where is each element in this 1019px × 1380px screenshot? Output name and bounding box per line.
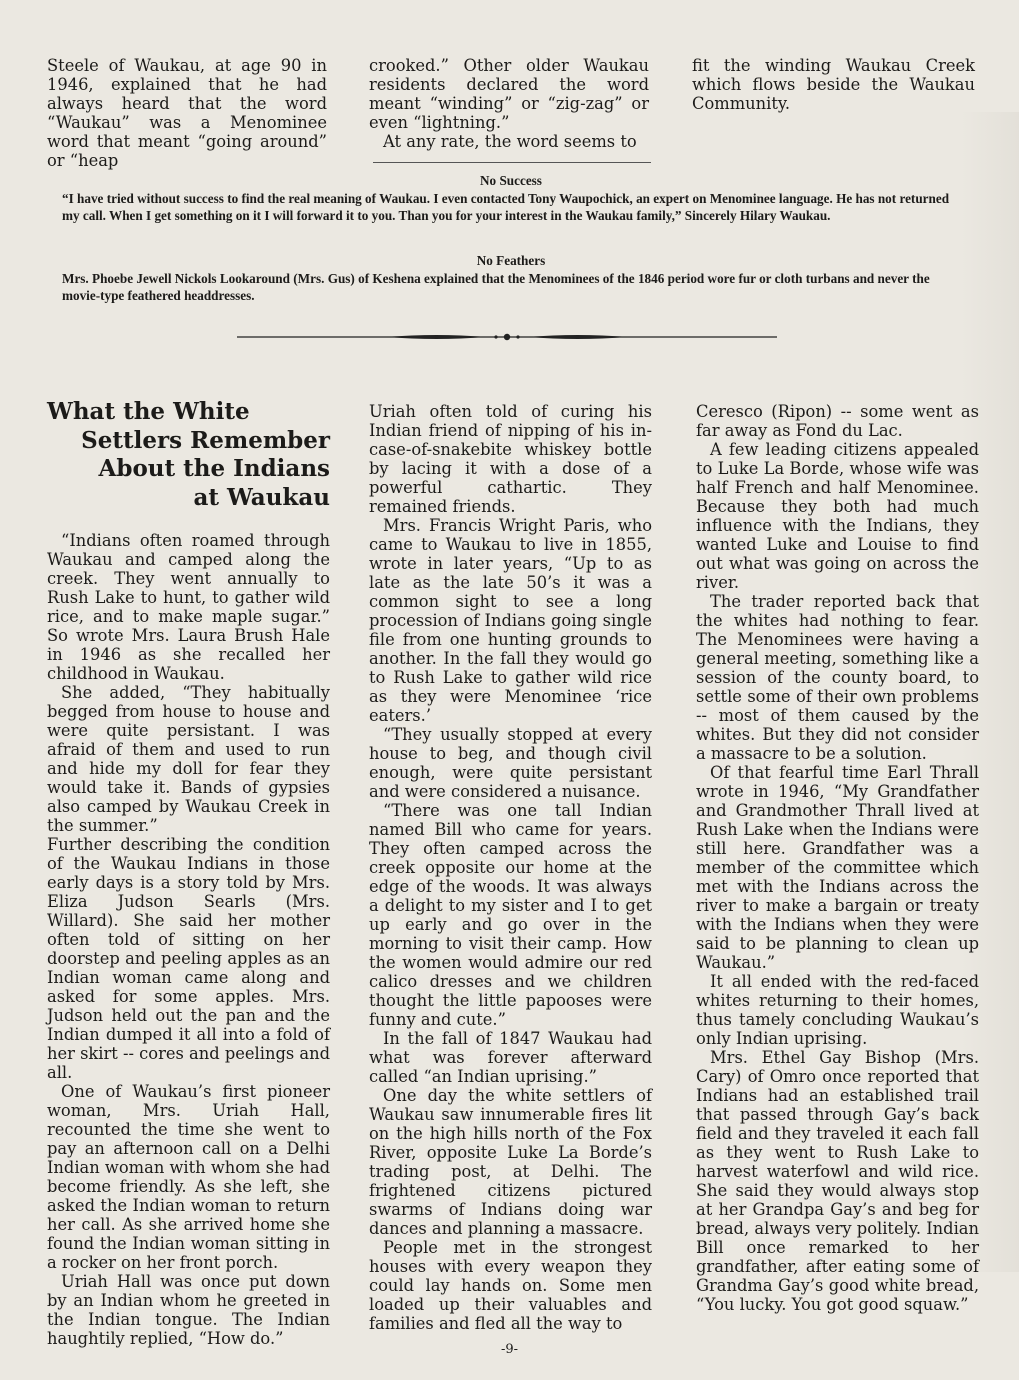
paragraph: “They usually stopped at every house to beg, and though civil enough, were quite persistant and were considered a nuisance.	[369, 725, 652, 801]
top-column-3	[692, 56, 975, 113]
short-rule	[373, 162, 651, 163]
article-column-2	[369, 402, 652, 1333]
paragraph: “Indians often roamed through Waukau and camped along the creek. They went annually to Rush Lake to hunt, to gather wild rice, and to make maple sugar.” So wrote Mrs. Laura Brush Hale in 1946 as she recalled her childhood in Waukau.	[47, 531, 330, 683]
note-no-success	[62, 172, 960, 224]
article-headline	[47, 398, 330, 512]
top-column-1-text: Steele of Waukau, at age 90 in 1946, explained that he had always heard that the word “Waukau” was a Menominee word that meant “going around” or “heap	[47, 56, 327, 170]
paragraph: Mrs. Francis Wright Paris, who came to Waukau to live in 1855, wrote in later years, “Up to as late as the late 50’s it was a common sight to see a long procession of Indians going single file from one hunting grounds to another. In the fall they would go to Rush Lake to gather wild rice as they were Menominee ‘rice eaters.’	[369, 516, 652, 725]
paragraph: One of Waukau’s first pioneer woman, Mrs. Uriah Hall, recounted the time she went to pay an afternoon call on a Delhi Indian woman with whom she had become friendly. As she left, she asked the Indian woman to return her call. As she arrived home she found the Indian woman sitting in a rocker on her front porch.	[47, 1082, 330, 1272]
top-column-1	[47, 56, 327, 170]
paragraph: “There was one tall Indian named Bill who came for years. They often camped across the creek opposite our home at the edge of the woods. It was always a delight to my sister and I to get up early and go over in the morning to visit their camp. How the women would admire our red calico dresses and we children thought the little papooses were funny and cute.”	[369, 801, 652, 1029]
paragraph: She added, “They habitually begged from house to house and were quite persistant. I was afraid of them and used to run and hide my doll for fear they would take it. Bands of gypsies also camped by Waukau Creek in the summer.”	[47, 683, 330, 835]
paragraph: Mrs. Ethel Gay Bishop (Mrs. Cary) of Omro once reported that Indians had an established trail that passed through Gay’s back field and they traveled it each fall as they went to Rush Lake to harvest waterfowl and wild rice. She said they would always stop at her Grandpa Gay’s and beg for bread, always very politely. Indian Bill once remarked to her grandfather, after eating some of Grandma Gay’s good white bread, “You lucky. You got good squaw.”	[696, 1048, 979, 1314]
paragraph: One day the white settlers of Waukau saw innumerable fires lit on the high hills north of the Fox River, opposite Luke La Borde’s trading post, at Delhi. The frightened citizens pictured swarms of Indians doing war dances and planning a massacre.	[369, 1086, 652, 1238]
note-no-feathers	[62, 252, 960, 304]
article-column-3	[696, 402, 979, 1314]
ornamental-divider	[237, 330, 777, 344]
article-column-1	[47, 398, 330, 1348]
paragraph: Of that fearful time Earl Thrall wrote in 1946, “My Grandfather and Grandmother Thrall lived at Rush Lake when the Indians were still here. Grandfather was a member of the committee which met with the Indians across the river to make a bargain or treaty with the Indians when they were said to be planning to clean up Waukau.”	[696, 763, 979, 972]
paragraph: Ceresco (Ripon) -- some went as far away as Fond du Lac.	[696, 402, 979, 440]
headline-line-3: About the Indians	[98, 455, 330, 482]
paragraph: A few leading citizens appealed to Luke La Borde, whose wife was half French and half Menominee. Because they both had much influence with the Indians, they wanted Luke and Louise to find out what was going on across the river.	[696, 440, 979, 592]
paragraph: In the fall of 1847 Waukau had what was forever afterward called “an Indian uprising.”	[369, 1029, 652, 1086]
paragraph: It all ended with the red-faced whites returning to their homes, thus tamely concluding Waukau’s only Indian uprising.	[696, 972, 979, 1048]
headline-line-1: What the White	[47, 398, 250, 425]
top-column-2-text: crooked.” Other older Waukau residents declared the word meant “winding” or “zig-zag” or even “lightning.”	[369, 56, 649, 132]
headline-line-4: at Waukau	[193, 483, 330, 511]
note-body: Mrs. Phoebe Jewell Nickols Lookaround (Mrs. Gus) of Keshena explained that the Menominees of the 1846 period wore fur or cloth turbans and never the movie-type feathered headdresses.	[62, 271, 930, 303]
note-title: No Feathers	[476, 253, 546, 268]
paragraph: People met in the strongest houses with every weapon they could lay hands on. Some men loaded up their valuables and families and fled all the way to	[369, 1238, 652, 1333]
note-body: “I have tried without success to find the real meaning of Waukau. I even contacted Tony Waupochick, an expert on Menominee language. He has not returned my call. When I get something on it I will forward it to you. Than you for your interest in the Waukau family,” Sincerely Hilary Waukau.	[62, 191, 950, 223]
top-column-2-text-2: At any rate, the word seems to	[383, 132, 637, 151]
paragraph: The trader reported back that the whites had nothing to fear. The Menominees were having a general meeting, something like a session of the county board, to settle some of their own problems -- most of them caused by the whites. But they did not consider a massacre to be a solution.	[696, 592, 979, 763]
paragraph: Further describing the condition of the Waukau Indians in those early days is a story told by Mrs. Eliza Judson Searls (Mrs. Willard). She said her mother often told of sitting on her doorstep and peeling apples as an Indian woman came along and asked for some apples. Mrs. Judson held out the pan and the Indian dumped it all into a fold of her skirt -- cores and peelings and all.	[47, 835, 331, 1082]
paragraph: Uriah often told of curing his Indian friend of nipping of his in-case-of-snakebite whiskey bottle by lacing it with a dose of a powerful cathartic. They remained friends.	[369, 402, 652, 516]
top-column-3-text: fit the winding Waukau Creek which flows beside the Waukau Community.	[692, 56, 975, 113]
top-column-2	[369, 56, 649, 151]
headline-line-2: Settlers Remember	[81, 426, 330, 454]
paragraph: Uriah Hall was once put down by an Indian whom he greeted in the Indian tongue. The Indian haughtily replied, “How do.”	[47, 1272, 330, 1348]
note-title: No Success	[480, 173, 542, 188]
page-number: -9-	[500, 1342, 519, 1357]
